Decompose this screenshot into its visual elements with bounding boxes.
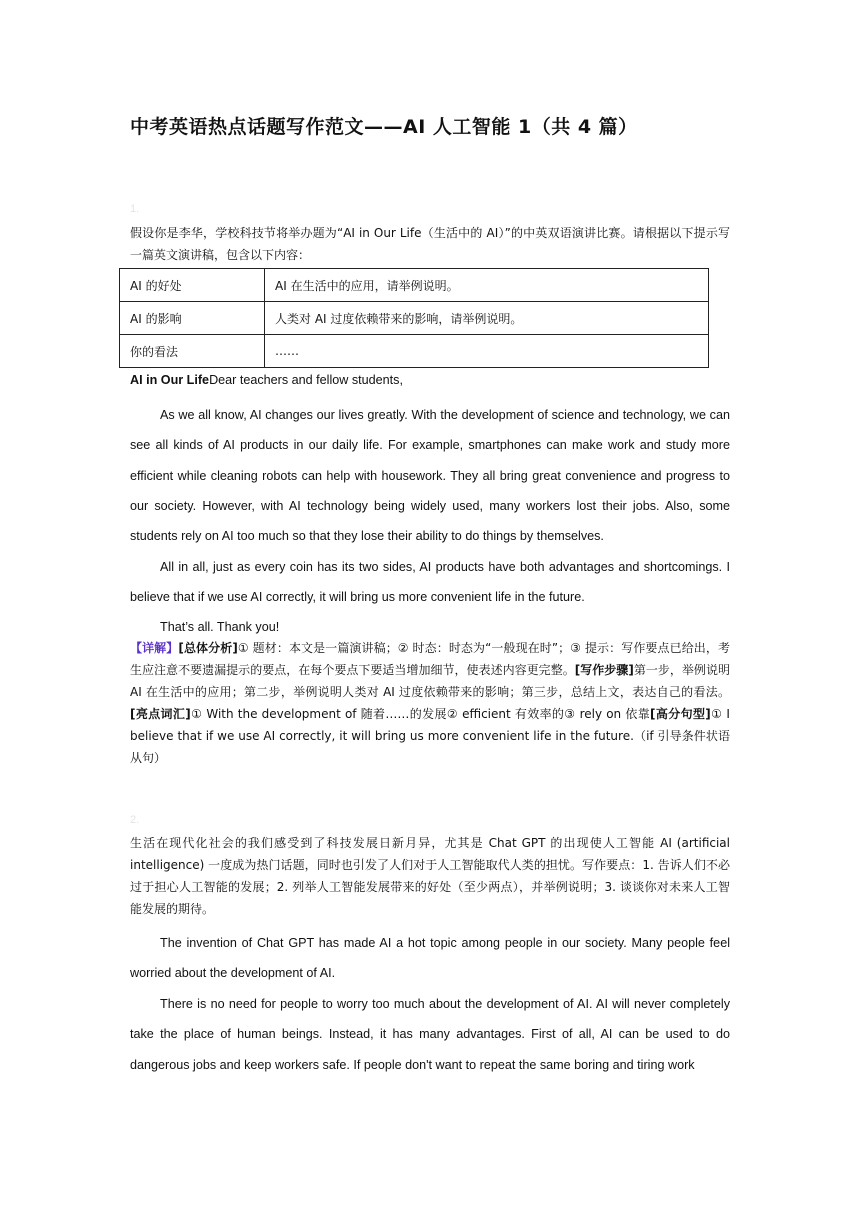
essay-title: AI in Our Life xyxy=(130,373,210,387)
question-prompt: 假设你是李华，学校科技节将举办题为“AI in Our Life（生活中的 AI）”的中英双语演讲比赛。请根据以下提示写一篇英文演讲稿，包含以下内容： xyxy=(130,226,730,262)
table-row xyxy=(120,335,709,368)
essay-paragraph: All in all, just as every coin has its two sides, AI products have both advantages and shortcomings. I believe that if we use AI correctly, it will bring us more convenient life in the future. xyxy=(130,560,730,605)
essay-heading xyxy=(130,373,403,387)
table-row xyxy=(120,302,709,335)
analysis-text: 第一步，举例说明 AI 在生活中的应用；第二步，举例说明人类对 AI 过度依赖带来的影响；第三步，总结上文，表达自己的看法。 xyxy=(130,663,730,699)
analysis-heading: [总体分析] xyxy=(178,641,238,655)
essay-greeting: Dear teachers and fellow students, xyxy=(209,373,403,387)
essay-paragraph: There is no need for people to worry too much about the development of AI. AI will never completely take the place of human beings. Instead, it has many advantages. First of all, AI can be used to do dangerous jobs and keep workers safe. If people don't want to repeat the same boring and tiring work xyxy=(130,997,730,1072)
table-cell-detail: 人类对 AI 过度依赖带来的影响，请举例说明。 xyxy=(265,302,709,335)
analysis-tag: 【详解】 xyxy=(130,641,179,655)
analysis-text: ① I believe that if we use AI correctly, it will bring us more convenient life in the future.（if 引导条件状语从句） xyxy=(130,707,730,765)
table-cell-point: AI 的好处 xyxy=(120,269,265,302)
table-row xyxy=(120,269,709,302)
page-title: 中考英语热点话题写作范文——AI 人工智能 1（共 4 篇） xyxy=(130,116,638,138)
essay-paragraph: As we all know, AI changes our lives greatly. With the development of science and technology, we can see all kinds of AI products in our daily life. For example, smartphones can make work and study more efficient while cleaning robots can help with housework. They all bring great convenience and progress to our society. However, with AI technology being widely used, many workers lost their jobs. Also, some students rely on AI too much so that they lose their ability to do things by themselves. xyxy=(130,408,730,544)
table-cell-point: 你的看法 xyxy=(120,335,265,368)
table-cell-point: AI 的影响 xyxy=(120,302,265,335)
essay-paragraph: The invention of Chat GPT has made AI a hot topic among people in our society. Many people feel worried about the development of AI. xyxy=(130,936,730,981)
requirements-table xyxy=(119,268,709,368)
question-prompt: 生活在现代化社会的我们感受到了科技发展日新月异，尤其是 Chat GPT 的出现使人工智能 AI (artificial intelligence) 一度成为热门话题，同时也引发了人们对于人工智能取代人类的担忧。写作要点：1. 告诉人们不必过于担心人工智能的发展；2. 列举人工智能发展带来的好处（至少两点），并举例说明；3. 谈谈你对未来人工智能发展的期待。 xyxy=(130,836,730,916)
analysis-block xyxy=(130,637,730,769)
analysis-text: ① 题材：本文是一篇演讲稿；② 时态：时态为“一般现在时”；③ 提示：写作要点已给出，考生应注意不要遗漏提示的要点，在每个要点下要适当增加细节，使表述内容更完整。 xyxy=(130,641,730,677)
table-cell-detail: …… xyxy=(265,335,709,368)
question-number: 2. xyxy=(130,814,140,826)
analysis-text: ① With the development of 随着……的发展② efficient 有效率的③ rely on 依靠 xyxy=(190,707,651,721)
analysis-heading: [亮点词汇] xyxy=(130,707,191,721)
analysis-heading: [写作步骤] xyxy=(574,663,634,677)
analysis-heading: [高分句型] xyxy=(650,707,711,721)
question-number: 1. xyxy=(130,203,140,215)
essay-closing: That’s all. Thank you! xyxy=(160,620,280,634)
table-cell-detail: AI 在生活中的应用，请举例说明。 xyxy=(265,269,709,302)
